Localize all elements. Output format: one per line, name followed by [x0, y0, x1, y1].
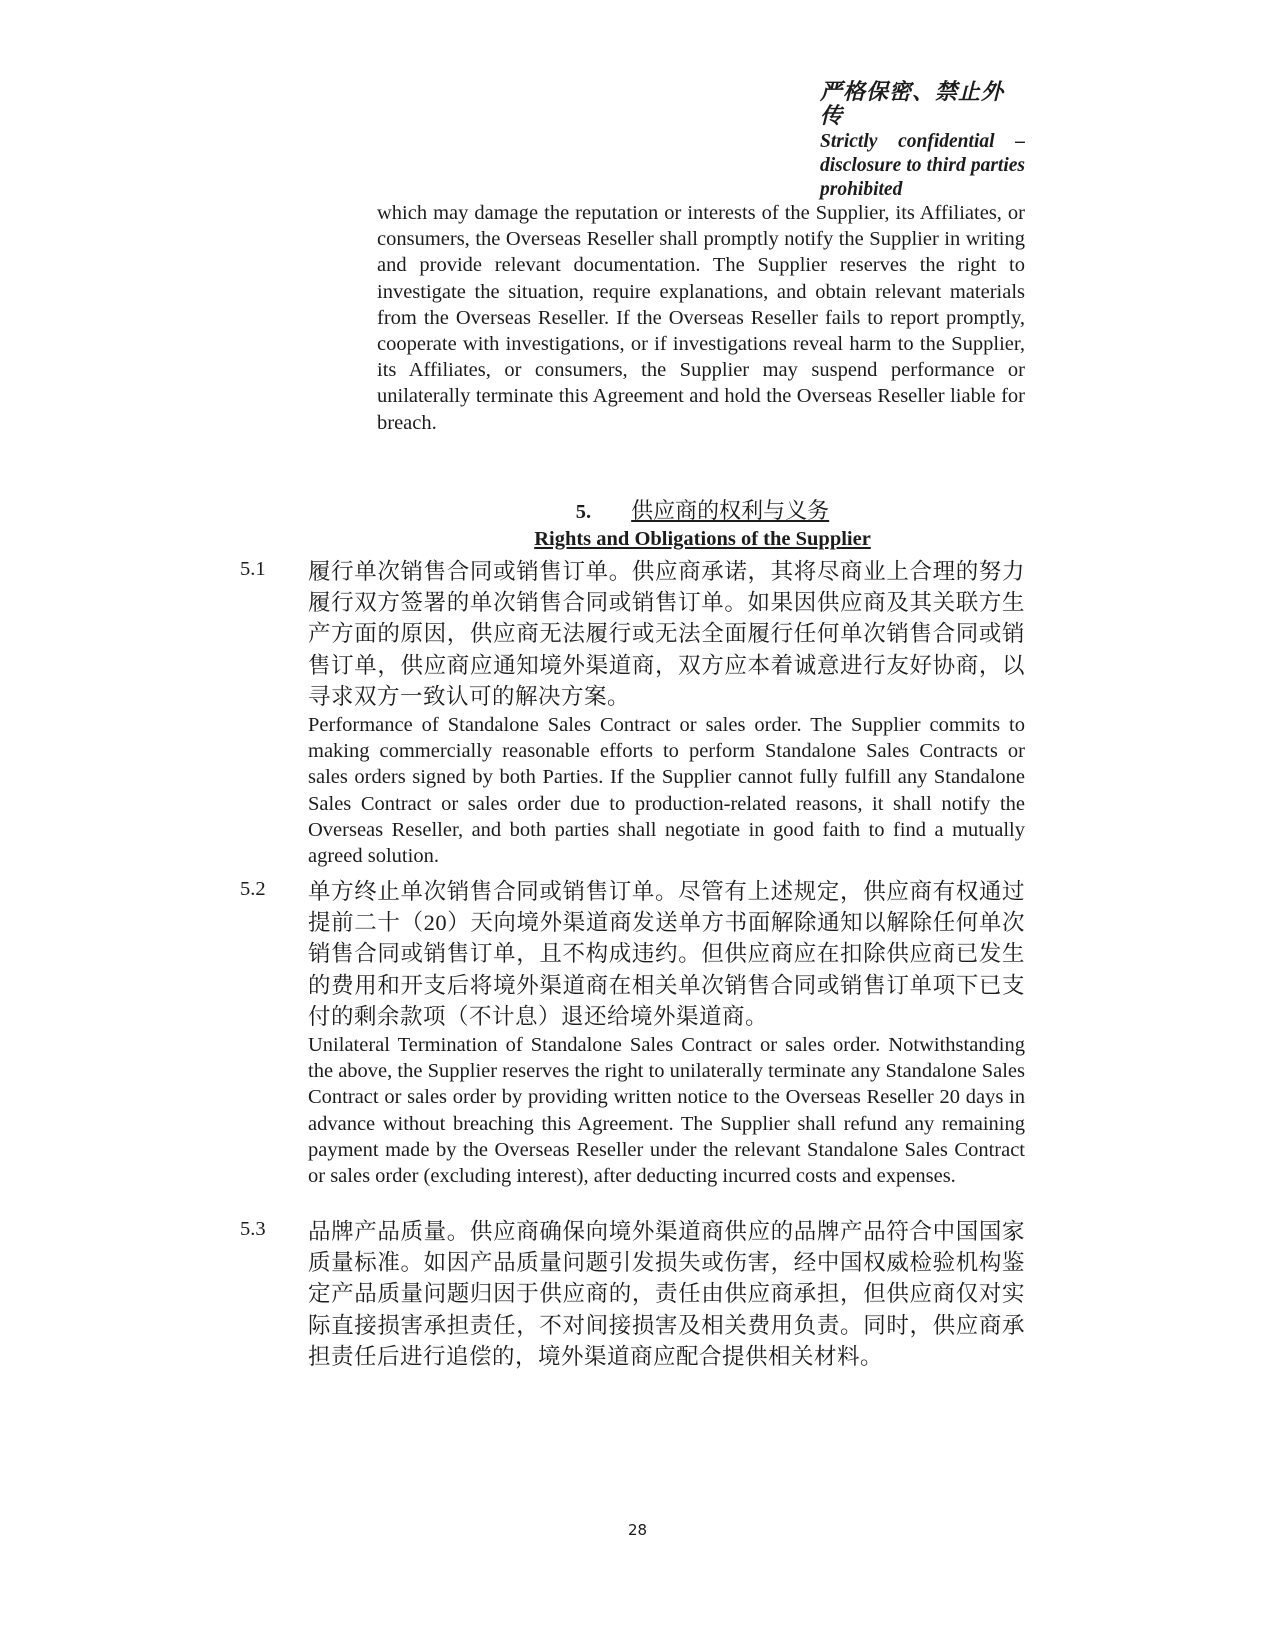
- confidentiality-notice: [820, 80, 1025, 202]
- confidentiality-notice-cn: 严格保密、禁止外传: [820, 79, 1005, 128]
- section-title-cn: 供应商的权利与义务: [631, 498, 830, 523]
- clause-number: 5.1: [240, 558, 266, 580]
- continued-paragraph: which may damage the reputation or interests of the Supplier, its Affiliates, or consumers, the Overseas Reseller shall promptly notify the Supplier in writing and provide relevant documentation. The Supplier reserves the right to investigate the situation, require explanations, and obtain relevant materials from the Overseas Reseller. If the Overseas Reseller fails to report promptly, cooperate with investigations, or if investigations reveal harm to the Supplier, its Affiliates, or consumers, the Supplier may suspend performance or unilaterally terminate this Agreement and hold the Overseas Reseller liable for breach.: [377, 202, 1025, 434]
- clause-5-2: [240, 876, 1025, 1189]
- clause-text-cn: 品牌产品质量。供应商确保向境外渠道商供应的品牌产品符合中国国家质量标准。如因产品质量问题引发损失或伤害，经中国权威检验机构鉴定产品质量问题归因于供应商的，责任由供应商承担，但供应商仅对实际直接损害承担责任，不对间接损害及相关费用负责。同时，供应商承担责任后进行追偿的，境外渠道商应配合提供相关材料。: [308, 1219, 1025, 1369]
- section-heading: [380, 497, 1025, 553]
- clause-text-en: Unilateral Termination of Standalone Sales Contract or sales order. Notwithstanding the above, the Supplier reserves the right to unilaterally terminate any Standalone Sales Contract or sales order by providing written notice to the Overseas Reseller 20 days in advance without breaching this Agreement. The Supplier shall refund any remaining payment made by the Overseas Reseller under the relevant Standalone Sales Contract or sales order (excluding interest), after deducting incurred costs and expenses.: [308, 1034, 1025, 1188]
- clause-text-en: Performance of Standalone Sales Contract or sales order. The Supplier commits to making commercially reasonable efforts to perform Standalone Sales Contracts or sales orders signed by both Parties. If the Supplier cannot fully fulfill any Standalone Sales Contract or sales order due to production-related reasons, it shall notify the Overseas Reseller, and both parties shall negotiate in good faith to find a mutually agreed solution.: [308, 714, 1025, 868]
- clause-number: 5.2: [240, 878, 266, 900]
- clause-5-3: [240, 1216, 1025, 1372]
- section-title-en: Rights and Obligations of the Supplier: [534, 528, 871, 550]
- clause-text-cn: 履行单次销售合同或销售订单。供应商承诺，其将尽商业上合理的努力履行双方签署的单次销售合同或销售订单。如果因供应商及其关联方生产方面的原因，供应商无法履行或无法全面履行任何单次销售合同或销售订单，供应商应通知境外渠道商，双方应本着诚意进行友好协商，以寻求双方一致认可的解决方案。: [308, 559, 1025, 709]
- clause-5-1: [240, 556, 1025, 869]
- page-number: 28: [627, 1521, 648, 1539]
- clause-text-cn: 单方终止单次销售合同或销售订单。尽管有上述规定，供应商有权通过提前二十（20）天向境外渠道商发送单方书面解除通知以解除任何单次销售合同或销售订单，且不构成违约。但供应商应在扣除供应商已发生的费用和开支后将境外渠道商在相关单次销售合同或销售订单项下已支付的剩余款项（不计息）退还给境外渠道商。: [308, 879, 1025, 1029]
- confidentiality-notice-en: Strictly confidential – disclosure to third parties prohibited: [820, 131, 1025, 200]
- section-number: 5.: [575, 501, 592, 523]
- clause-number: 5.3: [240, 1218, 266, 1240]
